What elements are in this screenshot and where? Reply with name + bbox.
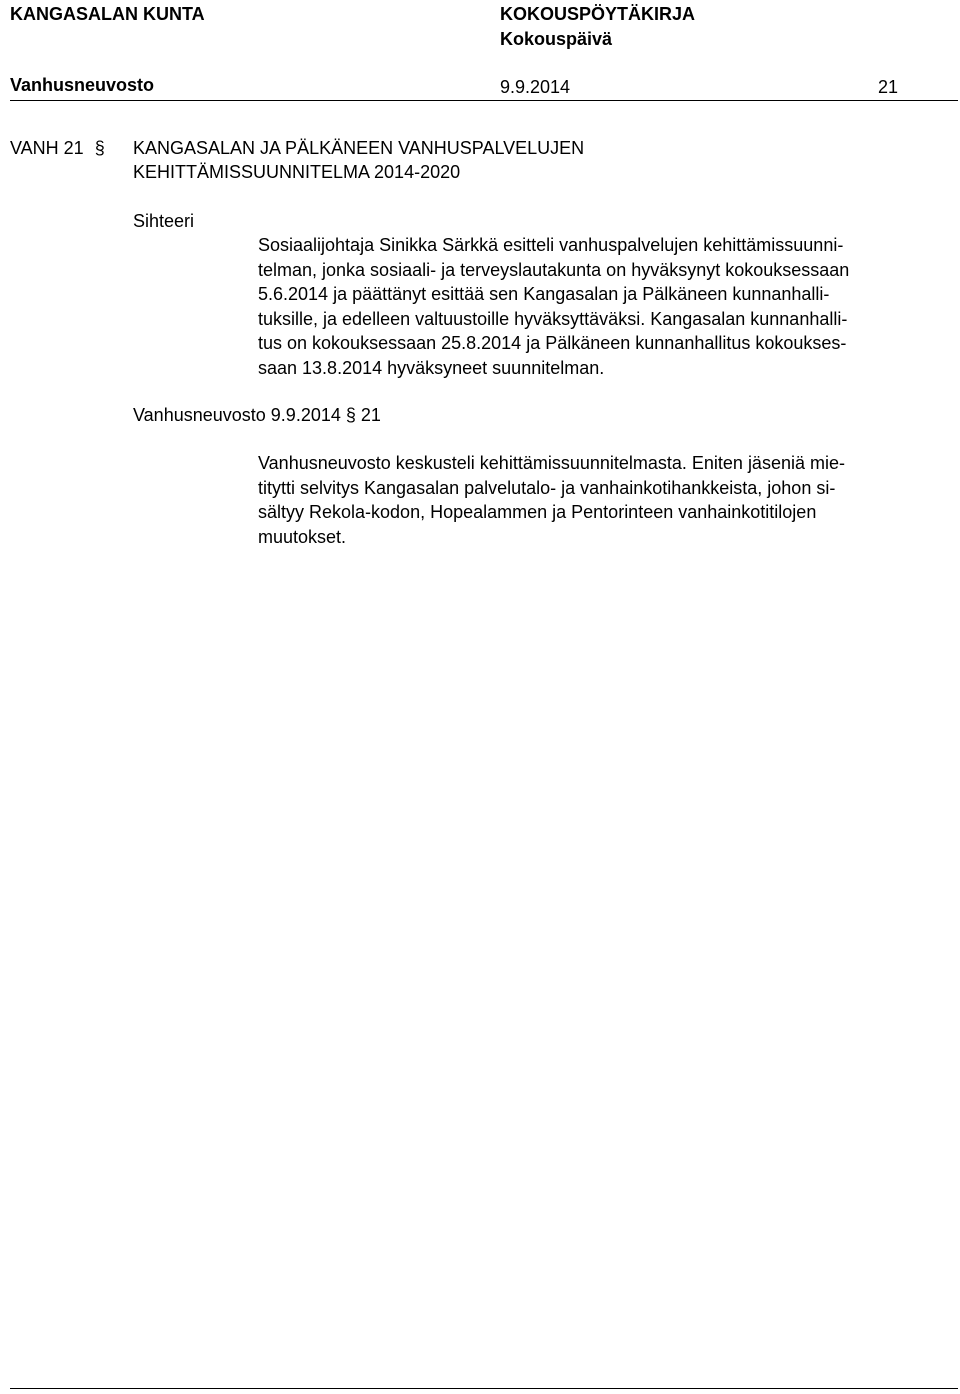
- discussion-paragraph: [258, 451, 845, 549]
- discussion-line: muutokset.: [258, 526, 347, 547]
- discussion-line: Vanhusneuvosto keskusteli kehittämissuunnitelmasta. Eniten jäseniä mie-: [258, 453, 845, 473]
- section-symbol: §: [94, 138, 105, 158]
- secretary-line: tuksille, ja edelleen valtuustoille hyväksyttäväksi. Kangasalan kunnanhalli-: [258, 308, 848, 329]
- secretary-line: telman, jonka sosiaali- ja terveyslautakunta on hyväksynyt kokouksessaan: [258, 259, 850, 280]
- item-number-text: VANH 21: [10, 138, 84, 158]
- secretary-line: tus on kokouksessaan 25.8.2014 ja Pälkäneen kunnanhallitus kokoukses-: [258, 333, 847, 353]
- section-symbol: §: [345, 405, 356, 425]
- secretary-paragraph: [258, 233, 849, 380]
- meeting-reference-body: Vanhusneuvosto: [133, 405, 266, 425]
- item-title-line-2: KEHITTÄMISSUUNNITELMA 2014-2020: [133, 162, 461, 182]
- item-title-line-1: KANGASALAN JA PÄLKÄNEEN VANHUSPALVELUJEN: [133, 138, 585, 158]
- meeting-body: Vanhusneuvosto: [10, 75, 155, 95]
- meeting-date: 9.9.2014: [500, 77, 571, 97]
- secretary-line: 5.6.2014 ja päättänyt esittää sen Kangasalan ja Pälkäneen kunnanhalli-: [258, 284, 830, 304]
- meeting-reference-date: 9.9.2014: [270, 405, 341, 425]
- page-number: 21: [878, 77, 899, 97]
- discussion-line: titytti selvitys Kangasalan palvelutalo- ja vanhainkotihankkeista, johon si-: [258, 477, 836, 498]
- header-rule: [10, 100, 958, 101]
- meeting-reference: [133, 405, 381, 426]
- secretary-label: Sihteeri: [133, 211, 195, 231]
- document-type: KOKOUSPÖYTÄKIRJA: [500, 4, 696, 24]
- meeting-date-label: Kokouspäivä: [500, 29, 613, 49]
- item-number: [10, 138, 105, 159]
- meeting-reference-number: 21: [360, 405, 381, 425]
- secretary-line: saan 13.8.2014 hyväksyneet suunnitelman.: [258, 357, 605, 378]
- discussion-line: sältyy Rekola-kodon, Hopealammen ja Pentorinteen vanhainkotitilojen: [258, 502, 817, 522]
- footer-rule: [10, 1388, 958, 1389]
- secretary-line: Sosiaalijohtaja Sinikka Särkkä esitteli vanhuspalvelujen kehittämissuunni-: [258, 235, 844, 255]
- organization-name: KANGASALAN KUNTA: [10, 4, 205, 24]
